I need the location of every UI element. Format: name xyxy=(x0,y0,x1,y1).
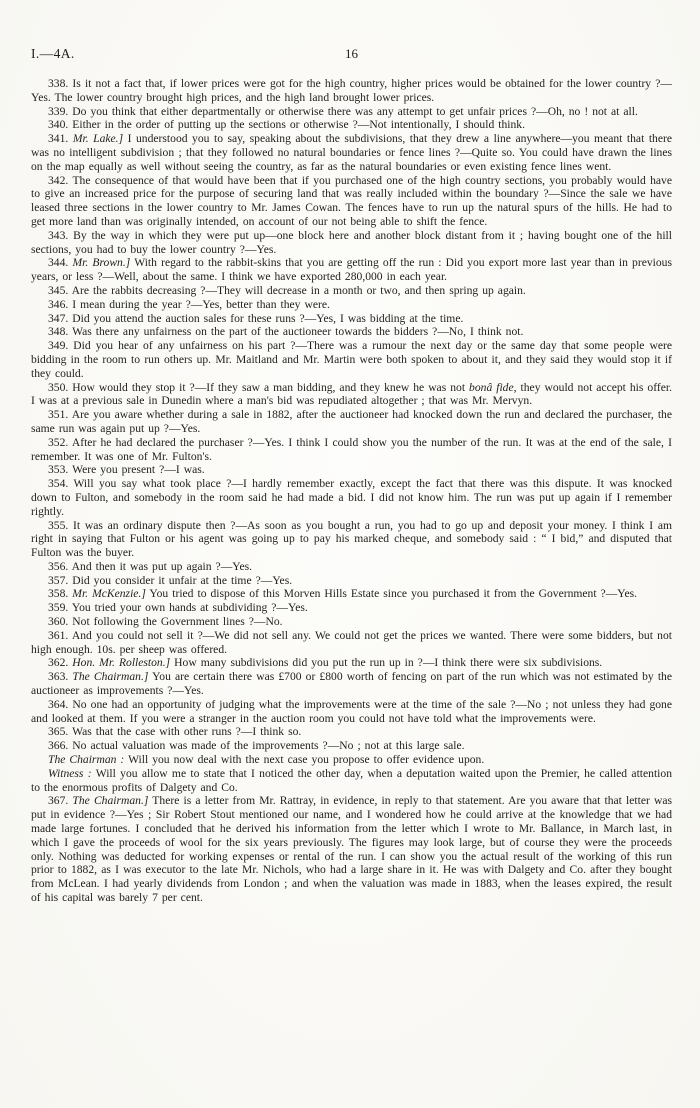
paragraph-text: 338. Is it not a fact that, if lower prices were got for the high country, higher prices would be obtained for the lower country ?—Yes. The lower country brought high prices, and the high land brought lower prices. xyxy=(31,77,672,104)
paragraph-text: 358. xyxy=(48,587,73,601)
speaker-label: The Chairman : xyxy=(48,753,125,767)
paragraph-text: 351. Are you aware whether during a sale in 1882, after the auctioneer had knocked down the run and declared the purchaser, the same run was again put up ?—Yes. xyxy=(31,408,672,435)
speaker-label: The Chairman.] xyxy=(72,670,149,684)
document-reference: I.—4A. xyxy=(31,46,75,61)
paragraph-text: 350. How would they stop it ?—If they saw a man bidding, and they knew he was not xyxy=(48,380,470,394)
paragraph-text: 364. No one had an opportunity of judging what the improvements were at the time of the sale ?—No ; not unless they had gone and looked at them. If you were a stranger in the auction room you could not have told what the improvements were. xyxy=(31,697,672,725)
speaker-label: Witness : xyxy=(48,766,92,780)
paragraph-text: 355. It was an ordinary dispute then ?—As soon as you bought a run, you had to go up and deposit your money. I think I am right in saying that Fulton or his agent was going up to pay his marked cheque, and somebody said : “ I bid,” and disputed that Fulton was the buyer. xyxy=(31,518,672,560)
paragraph xyxy=(31,118,672,132)
paragraph-text: 354. Will you say what took place ?—I hardly remember exactly, except the fact that there was this dispute. It was knocked down to Fulton, and somebody in the room said he had made a bid. I did not know him. The run was put up again if I remember rightly. xyxy=(31,477,672,518)
paragraph xyxy=(31,463,672,477)
page-number: 16 xyxy=(345,46,358,61)
paragraph xyxy=(31,256,672,284)
speaker-label: The Chairman.] xyxy=(72,794,149,808)
paragraph-text: With regard to the rabbit-skins that you are getting off the run : Did you export more last year than in previous years, or less ?—Well, about the same. I think we have exported 280,000 in each year. xyxy=(31,256,672,284)
paragraph xyxy=(31,408,672,436)
paragraph xyxy=(31,298,672,312)
paragraph xyxy=(31,587,672,601)
paragraph xyxy=(31,601,672,615)
paragraph-text: 340. Either in the order of putting up the sections or otherwise ?—Not intentionally, I should think. xyxy=(48,118,525,132)
paragraph-text: 356. And then it was put up again ?—Yes. xyxy=(48,559,253,573)
paragraph xyxy=(31,753,672,767)
paragraph-text: 363. xyxy=(48,670,73,684)
paragraph-text: Will you allow me to state that I noticed the other day, when a deputation waited upon the Premier, he called attention to the enormous profits of Dalgety and Co. xyxy=(31,766,672,794)
paragraph xyxy=(31,132,672,173)
paragraph-text: You are certain there was £700 or £800 worth of fencing on part of the run which was not estimated by the auctioneer as improvements ?—Yes. xyxy=(31,670,673,698)
paragraph xyxy=(31,312,672,326)
speaker-label: Mr. Lake.] xyxy=(72,132,124,146)
paragraph-text: 352. After he had declared the purchaser ?—Yes. I think I could show you the number of the run. It was at the end of the sale, I remember. It was one of Mr. Fulton's. xyxy=(31,435,672,463)
paragraph xyxy=(31,284,672,298)
page-header xyxy=(31,46,672,62)
paragraph xyxy=(31,105,672,119)
paragraph xyxy=(31,560,672,574)
paragraph-text: 362. xyxy=(48,656,73,670)
paragraph-text: You tried to dispose of this Morven Hills Estate since you purchased it from the Government ?—Yes. xyxy=(145,587,638,601)
paragraph xyxy=(31,477,672,518)
paragraph-text: 343. By the way in which they were put up—one block here and another block distant from it ; having bought one of the hill sections, you had to buy the lower country ?—Yes. xyxy=(31,228,672,256)
paragraph-text: 347. Did you attend the auction sales for these runs ?—Yes, I was bidding at the time. xyxy=(48,311,464,325)
paragraph-text: 365. Was that the case with other runs ?—I think so. xyxy=(48,725,302,739)
paragraph-text: 344. xyxy=(48,256,73,270)
paragraph-text: 359. You tried your own hands at subdividing ?—Yes. xyxy=(48,601,308,615)
paragraph xyxy=(31,174,672,229)
paragraph xyxy=(31,725,672,739)
paragraph-text: 341. xyxy=(48,132,73,146)
paragraph xyxy=(31,698,672,726)
paragraph xyxy=(31,739,672,753)
paragraph-text: 353. Were you present ?—I was. xyxy=(48,463,205,477)
paragraph-text: 342. The consequence of that would have been that if you purchased one of the high country sections, you probably would have to give an increased price for the purpose of securing land that was really included within the boundary ?—Since the sale we have leased three sections in the lower country to Mr. James Cowan. The fences have to run up the natural spurs of the hills. He had to get more land than was originally intended, on account of our not being able to shift the fence. xyxy=(31,173,672,228)
paragraph xyxy=(31,615,672,629)
paragraph-text: 348. Was there any unfairness on the part of the auctioneer towards the bidders ?—No, I think not. xyxy=(48,325,524,339)
paragraph xyxy=(31,519,672,560)
paragraph-text: 349. Did you hear of any unfairness on his part ?—There was a rumour the next day or the same day that some people were bidding in the room to run others up. Mr. Maitland and Mr. Martin were both spoken to about it, and they said they would stop it if they could. xyxy=(31,339,672,380)
paragraph-text: Will you now deal with the next case you propose to offer evidence upon. xyxy=(124,753,485,767)
paragraph-text: There is a letter from Mr. Rattray, in evidence, in reply to that statement. Are you aware that that letter was put in evidence ?—Yes ; Sir Robert Stout mentioned our name, and I wondered how he could arrive at the knowledge that we had made large fortunes. I concluded that he derived his information from the letter which I wrote to Mr. Ballance, in March last, in which I gave the proceeds of wool for the six years previously. The figures may look large, but of course they were the proceeds only. Nothing was deducted for working expenses or rental of the run. I can show you the actual result of the working of this run prior to 1882, as I was executor to the late Mr. Nichols, who had a large share in it. He was with Dalgety and Co. after they bought from McLean. I had yearly dividends from London ; and when the valuation was made in 1883, when the leases expired, the result of his capital was barely 7 per cent. xyxy=(31,794,672,905)
paragraph xyxy=(31,436,672,464)
paragraph-text: 361. And you could not sell it ?—We did not sell any. We could not get the prices we wanted. There were some bidders, but not high enough. 10s. per sheep was offered. xyxy=(31,628,672,656)
paragraph-text: 345. Are the rabbits decreasing ?—They will decrease in a month or two, and then spring up again. xyxy=(48,283,526,297)
paragraph-text: I understood you to say, speaking about the subdivisions, that they drew a line anywhere—you meant that there was no intelligent subdivision ; that they followed no natural boundaries or fence lines ?—Quite so. You could have drawn the lines on the map equally as well without seeing the country, as far as the natural boundaries or even existing fence lines went. xyxy=(31,132,672,173)
paragraph-text: 366. No actual valuation was made of the improvements ?—No ; not at this large sale. xyxy=(48,739,465,753)
paragraph xyxy=(31,77,672,105)
paragraph xyxy=(31,794,672,904)
paragraph xyxy=(31,325,672,339)
paragraph-text: 360. Not following the Government lines ?—No. xyxy=(48,615,283,629)
paragraph xyxy=(31,656,672,670)
paragraph-text: 346. I mean during the year ?—Yes, better than they were. xyxy=(48,297,330,311)
speaker-label: Mr. Brown.] xyxy=(72,256,131,270)
paragraph xyxy=(31,381,672,409)
paragraph xyxy=(31,339,672,380)
paragraph-text: 367. xyxy=(48,794,73,808)
paragraph-text: 357. Did you consider it unfair at the time ?—Yes. xyxy=(48,573,293,587)
document-body xyxy=(31,77,672,905)
paragraph-text: , they would not accept his offer. I was at a previous sale in Dunedin where a man's bid was repudiated altogether ; that was Mr. Mervyn. xyxy=(31,380,672,408)
speaker-label: bonâ fide xyxy=(469,380,514,394)
paragraph xyxy=(31,229,672,257)
paragraph xyxy=(31,629,672,657)
paragraph-text: 339. Do you think that either departmentally or otherwise there was any attempt to get unfair prices ?—Oh, no ! not at all. xyxy=(48,104,638,118)
paragraph xyxy=(31,767,672,795)
paragraph-text: How many subdivisions did you put the run up in ?—I think there were six subdivisions. xyxy=(170,656,603,670)
speaker-label: Mr. McKenzie.] xyxy=(72,587,146,601)
speaker-label: Hon. Mr. Rolleston.] xyxy=(72,656,171,670)
paragraph xyxy=(31,670,672,698)
paragraph xyxy=(31,574,672,588)
